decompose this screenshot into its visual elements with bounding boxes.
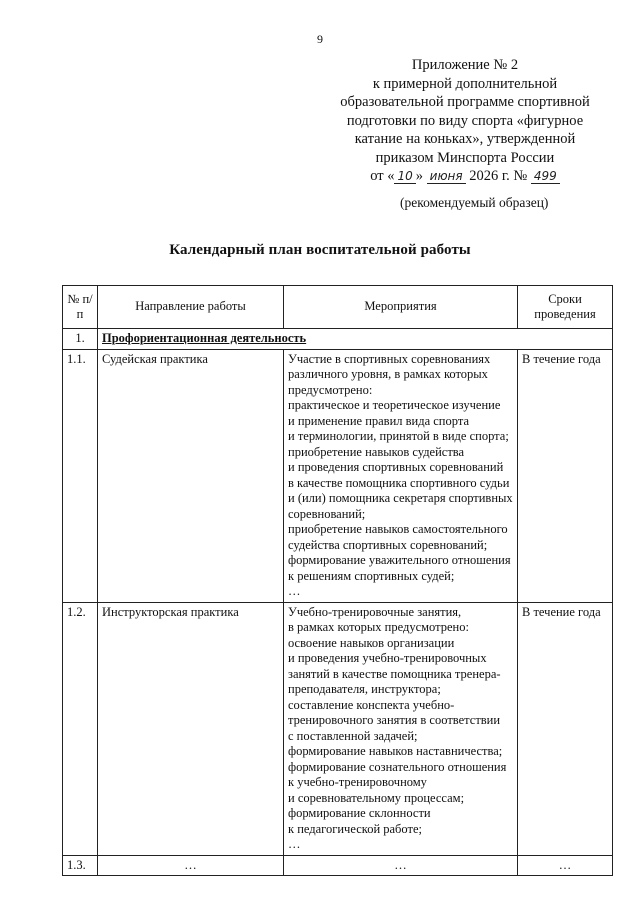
row-activities — [284, 349, 518, 602]
table-row — [63, 855, 613, 876]
activity-line: Участие в спортивных соревнованиях — [288, 351, 491, 366]
header-number: № п/п — [63, 286, 98, 329]
row-direction: Судейская практика — [98, 349, 284, 602]
row-terms: В течение года — [518, 349, 613, 602]
activity-line: и проведения учебно-тренировочных — [288, 651, 487, 665]
activity-line: с поставленной задачей; — [288, 728, 418, 743]
appendix-line: катание на коньках», утвержденной — [354, 131, 576, 147]
appendix-line: к примерной дополнительной — [372, 75, 558, 92]
date-mid: » — [415, 168, 424, 184]
activity-line: к решениям спортивных судей; — [288, 568, 455, 583]
appendix-line: подготовки по виду спорта «фигурное — [346, 112, 584, 129]
date-prefix: от « — [370, 168, 395, 184]
plan-table — [62, 285, 613, 876]
section-title-cell — [98, 329, 613, 350]
table-row — [63, 349, 613, 602]
activity-line: формирование сознательного отношения — [288, 759, 507, 774]
activity-line: практическое и теоретическое изучение — [288, 398, 501, 412]
activity-line: и проведения спортивных соревнований — [288, 460, 504, 474]
date-year: 2026 г. № — [469, 168, 528, 184]
handwritten-order-number: 499 — [531, 169, 560, 184]
header-activities: Мероприятия — [284, 286, 518, 329]
appendix-line: приказом Минспорта России — [375, 149, 555, 166]
row-terms: В течение года — [518, 602, 613, 855]
activity-line: составление конспекта учебно- — [288, 697, 455, 712]
activity-line: Учебно-тренировочные занятия, — [288, 604, 462, 619]
order-date-line — [320, 167, 610, 186]
activity-line: к учебно-тренировочному — [288, 775, 427, 789]
row-activities: … — [284, 855, 518, 876]
activity-line: формирование уважительного отношения — [288, 553, 511, 567]
section-number: 1. — [63, 329, 98, 350]
activity-line: судейства спортивных соревнований; — [288, 537, 488, 552]
handwritten-day: 10 — [394, 169, 415, 184]
recommended-note: (рекомендуемый образец) — [400, 195, 549, 210]
row-number: 1.1. — [63, 349, 98, 602]
activity-line: освоение навыков организации — [288, 635, 455, 650]
activity-line: занятий в качестве помощника тренера- — [288, 666, 501, 681]
activity-line: и применение правил вида спорта — [288, 413, 469, 428]
activity-line: к педагогической работе; — [288, 821, 422, 836]
appendix-line: Приложение № 2 — [411, 57, 519, 73]
activity-line: в рамках которых предусмотрено: — [288, 620, 469, 634]
handwritten-month: июня — [427, 169, 466, 184]
appendix-line: образовательной программе спортивной — [340, 94, 590, 110]
row-number: 1.2. — [63, 602, 98, 855]
activity-line: формирование склонности — [288, 806, 431, 820]
document-title: Календарный план воспитательной работы — [169, 242, 471, 258]
activity-line: в качестве помощника спортивного судьи — [288, 475, 510, 490]
activity-line: … — [288, 837, 301, 851]
section-title: Профориентационная деятельность — [102, 331, 307, 345]
row-number: 1.3. — [63, 855, 98, 876]
activity-line: и соревновательному процессам; — [288, 790, 465, 805]
activity-line: тренировочного занятия в соответствии — [288, 713, 501, 727]
table-row — [63, 602, 613, 855]
activity-line: различного уровня, в рамках которых — [288, 367, 488, 381]
activity-line: и (или) помощника секретаря спортивных — [288, 491, 513, 505]
row-activities — [284, 602, 518, 855]
row-terms: … — [518, 855, 613, 876]
row-direction: Инструкторская практика — [98, 602, 284, 855]
appendix-block — [320, 56, 610, 186]
table-header-row — [63, 286, 613, 329]
header-terms: Сроки проведения — [518, 286, 613, 329]
activity-line: приобретение навыков судейства — [288, 444, 465, 459]
section-row — [63, 329, 613, 350]
activity-line: преподавателя, инструктора; — [288, 682, 441, 696]
activity-line: формирование навыков наставничества; — [288, 744, 503, 758]
activity-line: и терминологии, принятой в виде спорта; — [288, 429, 509, 443]
activity-line: приобретение навыков самостоятельного — [288, 522, 508, 536]
page-number: 9 — [317, 32, 323, 46]
activity-line: предусмотрено: — [288, 382, 373, 397]
activity-line: соревнований; — [288, 506, 366, 521]
row-direction: … — [98, 855, 284, 876]
header-direction: Направление работы — [98, 286, 284, 329]
activity-line: … — [288, 584, 301, 598]
